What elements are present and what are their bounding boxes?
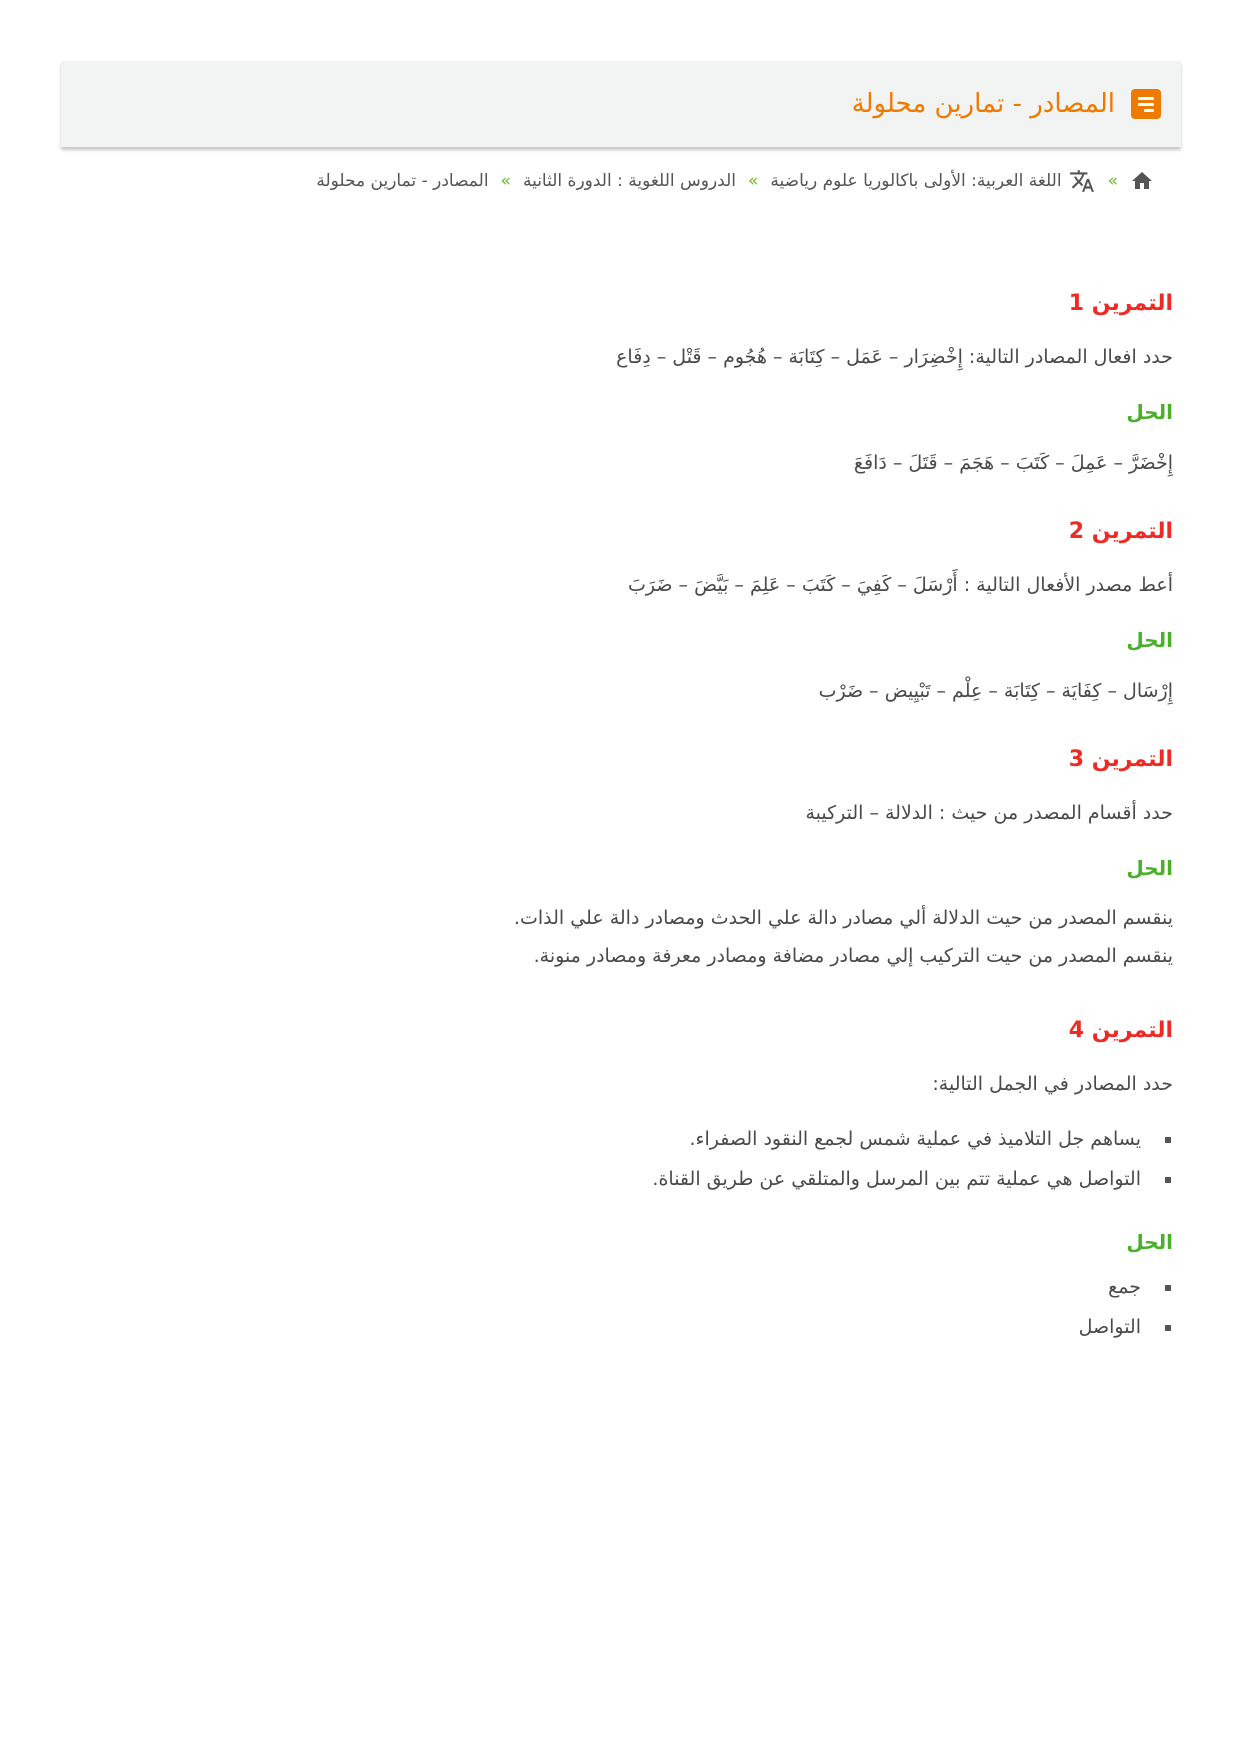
- breadcrumb: [316, 168, 1154, 194]
- exercise-4: [173, 1017, 1173, 1346]
- exercise-question: حدد المصادر في الجمل التالية:: [932, 1072, 1173, 1095]
- exercise-title: التمرين 2: [1068, 518, 1173, 544]
- page-header: [61, 61, 1181, 147]
- breadcrumb-item-subject[interactable]: اللغة العربية: الأولى باكالوريا علوم رياضية: [770, 171, 1062, 191]
- list-item: التواصل: [173, 1307, 1173, 1347]
- main-content: [173, 290, 1173, 1377]
- page-title: المصادر - تمارين محلولة: [851, 89, 1115, 119]
- exercise-3: [173, 746, 1173, 975]
- solution-title: الحل: [1126, 400, 1173, 425]
- translate-icon: [1068, 168, 1096, 194]
- exercise-1: [173, 290, 1173, 476]
- solution-text: إِرْسَال – كِفَايَة – كِتَابَة – عِلْم – تَبْيِيض – ضَرْب: [818, 680, 1173, 703]
- solution-list: [173, 1267, 1173, 1347]
- solution-title: الحل: [1126, 628, 1173, 653]
- question-list: [173, 1119, 1173, 1199]
- solution-title: الحل: [1126, 856, 1173, 881]
- exercise-question: حدد أقسام المصدر من حيث : الدلالة – التركيبة: [805, 801, 1173, 824]
- breadcrumb-item-lessons[interactable]: الدروس اللغوية : الدورة الثانية: [522, 171, 736, 191]
- exercise-title: التمرين 4: [1068, 1018, 1173, 1044]
- exercise-2: [173, 518, 1173, 704]
- exercise-question: أعط مصدر الأفعال التالية : أَرْسَلَ – كَفِيَ – كَتَبَ – عَلِمَ – بَيَّضَ – ضَرَبَ: [628, 573, 1173, 596]
- breadcrumb-separator: »: [748, 171, 759, 191]
- list-item: يساهم جل التلاميذ في عملية شمس لجمع النقود الصفراء.: [173, 1119, 1173, 1159]
- document-icon: [1131, 89, 1161, 119]
- solution-text: [173, 899, 1173, 975]
- breadcrumb-separator: »: [1107, 171, 1118, 191]
- list-item: جمع: [173, 1267, 1173, 1307]
- solution-line: ينقسم المصدر من حيت الدلالة ألي مصادر دالة علي الحدث ومصادر دالة علي الذات.: [513, 907, 1173, 930]
- list-item: التواصل هي عملية تتم بين المرسل والمتلقي عن طريق القناة.: [173, 1159, 1173, 1199]
- solution-title: الحل: [1126, 1229, 1173, 1254]
- solution-line: ينقسم المصدر من حيت التركيب إلي مصادر مضافة ومصادر معرفة ومصادر منونة.: [533, 945, 1173, 968]
- breadcrumb-item-current: المصادر - تمارين محلولة: [316, 171, 489, 191]
- exercise-title: التمرين 3: [1068, 746, 1173, 772]
- breadcrumb-separator: »: [500, 171, 511, 191]
- solution-text: إِخْضَرَّ – عَمِلَ – كَتَبَ – هَجَمَ – قَتَلَ – دَافَعَ: [853, 452, 1173, 475]
- exercise-title: التمرين 1: [1068, 291, 1173, 316]
- home-icon[interactable]: [1130, 169, 1154, 193]
- exercise-question: حدد افعال المصادر التالية: إِخْضِرَار – عَمَل – كِتَابَة – هُجُوم – قَتْل – دِفَاع: [616, 345, 1173, 368]
